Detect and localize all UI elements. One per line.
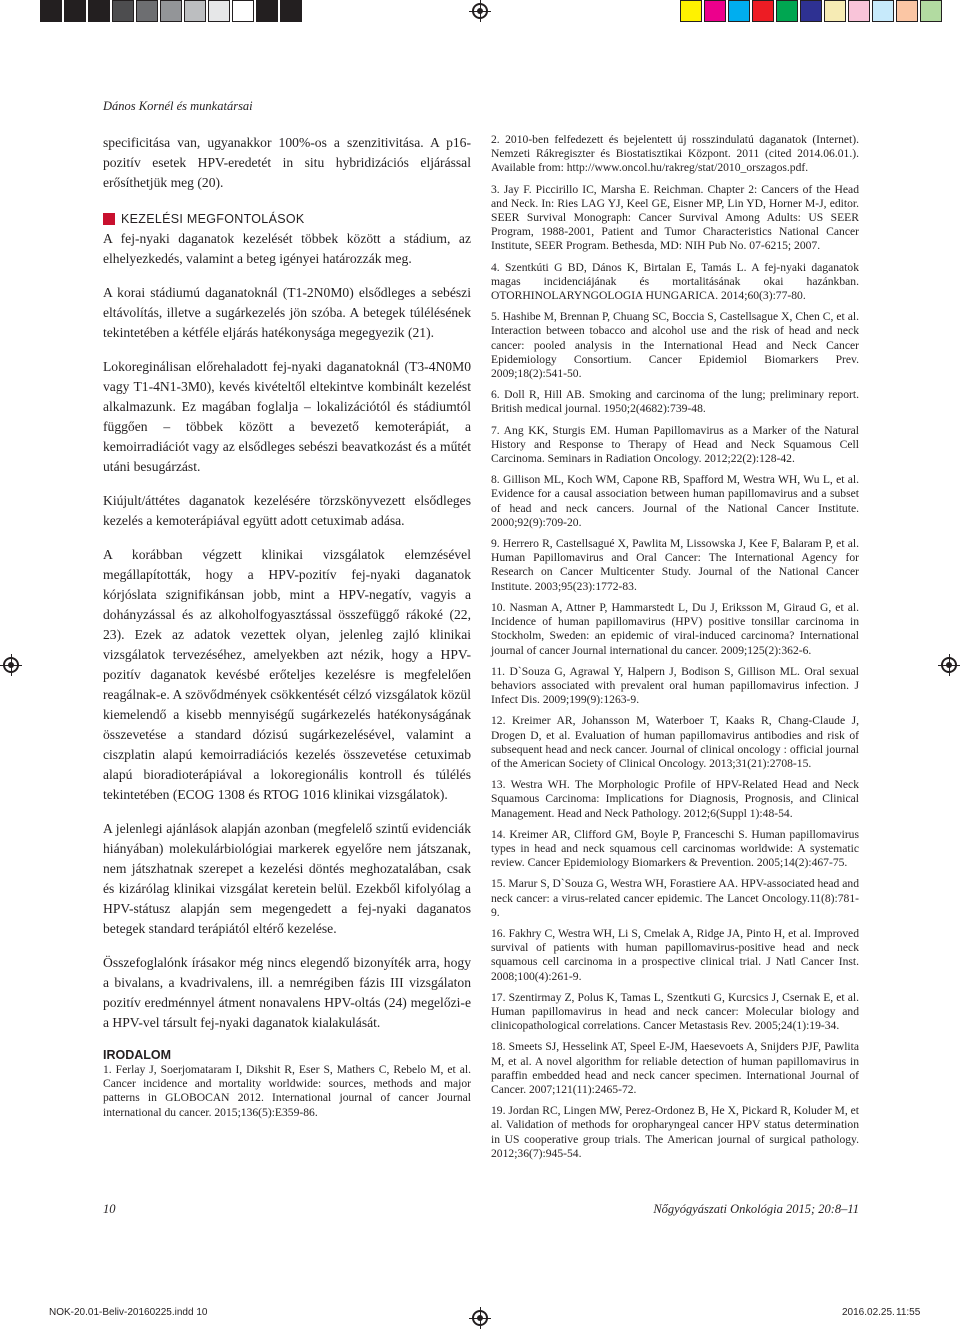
slug-filename: NOK-20.01-Beliv-20160225.indd 10 bbox=[49, 1307, 208, 1318]
color-swatch bbox=[752, 0, 774, 22]
color-swatch bbox=[776, 0, 798, 22]
reference-item: 19. Jordan RC, Lingen MW, Perez-Ordonez B, He X, Pickard R, Koluder M, et al. Validation of methods for oropharyngeal cancer HPV status determination in US cooperative group trials. The American journal of surgical pathology. 2012;36(7):945-54. bbox=[491, 1104, 859, 1160]
color-swatch bbox=[896, 0, 918, 22]
intro-paragraph: specificitása van, ugyanakkor 100%-os a szenzitivitása. A p16-pozitív esetek HPV-eredetét in situ hybridizációs eljárással erősíthetjük meg (20). bbox=[103, 135, 471, 190]
grayscale-swatch bbox=[64, 0, 86, 22]
grayscale-swatch bbox=[160, 0, 182, 22]
grayscale-swatch bbox=[136, 0, 158, 22]
grayscale-swatch bbox=[112, 0, 134, 22]
grayscale-swatch bbox=[184, 0, 206, 22]
paragraph-4: Kiújult/áttétes daganatok kezelésére törzskönyvezett elsődleges kezelés a kemoterápiával együtt adott cetuximab adása. bbox=[103, 493, 471, 528]
grayscale-swatch bbox=[88, 0, 110, 22]
reference-item: 4. Szentkúti G BD, Dános K, Birtalan E, Tamás L. A fej-nyaki daganatok magas incidenciájának és mortalitásának okai hazánkban. OTORHINOLARYNGOLOGIA HUNGARICA. 2014;60(3):77-80. bbox=[491, 260, 859, 303]
grayscale-swatch bbox=[40, 0, 62, 22]
paragraph-1: A fej-nyaki daganatok kezelését többek között a stádium, az elhelyezkedés, valamint a beteg igényei határozzák meg. bbox=[103, 231, 471, 266]
paragraph-7: Összefoglalónk írásakor még nincs elegendő bizonyíték arra, hogy a bivalans, a kvadrivalens, ill. a nemrégiben fázis III vizsgálaton pozitív eredménnyel átment nonavalens HPV-oltás (24) megelőzi-e a HPV-vel társult fej-nyaki daganatok kialakulását. bbox=[103, 955, 471, 1030]
grayscale-calibration-bar bbox=[40, 0, 304, 22]
reference-item: 14. Kreimer AR, Clifford GM, Boyle P, Franceschi S. Human papillomavirus types in head and neck squamous cell carcinomas worldwide: A systematic review. Cancer Epidemiology Biomarkers & Prevention. 2005;14(2):467-75. bbox=[491, 827, 859, 870]
color-swatch bbox=[728, 0, 750, 22]
paragraph-3: Lokoreginálisan előrehaladott fej-nyaki daganatoknál (T3-4N0M0 vagy T1-4N1-3M0), kevés kivételtől eltekintve kombinált kezelést alkalmazunk. Ez magában foglalja – lokalizációtól és stádiumtól függően – többek között a bevezető kemoterápiát, a kemoirradiációt vagy az elsődleges sebészi beavatkozást és a műtét utáni besugárzást. bbox=[103, 359, 471, 474]
reference-item: 13. Westra WH. The Morphologic Profile of HPV-Related Head and Neck Squamous Carcinoma: Implications for Diagnosis, Prognosis, and Clinical Management. Head and Neck Pathology. 2012;6(Suppl 1):48-54. bbox=[491, 778, 859, 820]
paragraph-6: A jelenlegi ajánlások alapján azonban (megfelelő szintű evidenciák hiányában) molekulárbiológiai markerek egyelőre nem játszanak, nem játszhatnak szerepet a kezelési döntés meghozatalában, csak és kizárólag klinikai vizsgálat keretein belül. Ezekből kifolyólag a HPV-státusz alapján sem megengedett a fej-nyaki daganatos betegek standard terápiától eltérő kezelése. bbox=[103, 821, 471, 936]
grayscale-swatch bbox=[208, 0, 230, 22]
registration-mark-left-icon bbox=[3, 657, 19, 673]
reference-item: 9. Herrero R, Castellsagué X, Pawlita M, Lissowska J, Kee F, Balaram P, et al. Human Papillomavirus and Oral Cancer: The International Agency for Research on Cancer Multicenter Study. Journal of the National Cancer Institute. 2003;95(23):1772-83. bbox=[491, 537, 859, 593]
references-heading: IRODALOM bbox=[103, 1048, 172, 1062]
registration-mark-top-icon bbox=[472, 3, 488, 19]
reference-item: 17. Szentirmay Z, Polus K, Tamas L, Szentkuti G, Kurcsics J, Csernak E, et al. Human papillomavirus in head and neck cancer: Molecular biology and clinicopathological correlations. Cancer Metastasis Rev. 2005;24(1):19-34. bbox=[491, 990, 859, 1033]
color-swatch bbox=[704, 0, 726, 22]
reference-item: 1. Ferlay J, Soerjomataram I, Dikshit R, Eser S, Mathers C, Rebelo M, et al. Cancer incidence and mortality worldwide: sources, methods and major patterns in GLOBOCAN 2012. International journal of cancer Journal international du cancer. 2015;136(5):E359-86. bbox=[103, 1063, 471, 1119]
color-swatch bbox=[872, 0, 894, 22]
section-heading-text: KEZELÉSI MEGFONTOLÁSOK bbox=[121, 212, 305, 226]
color-swatch bbox=[800, 0, 822, 22]
reference-item: 12. Kreimer AR, Johansson M, Waterboer T, Kaaks R, Chang-Claude J, Drogen D, et al. Evaluation of human papillomavirus antibodies and risk of subsequent head and neck cancer. Journal of clinical oncology : official journal of the American Society of Clinical Oncology. 2013;31(21):2708-15. bbox=[491, 714, 859, 770]
reference-item: 5. Hashibe M, Brennan P, Chuang SC, Boccia S, Castellsague X, Chen C, et al. Interaction between tobacco and alcohol use and the risk of head and neck cancer: pooled analysis in the International Head and Neck Cancer Epidemiology Consortium. Cancer Epidemiol Biomarkers Prev. 2009;18(2):541-50. bbox=[491, 310, 859, 381]
color-calibration-bar bbox=[680, 0, 944, 22]
reference-item: 2. 2010-ben felfedezett és bejelentett új rosszindulatú daganatok (Internet). Nemzeti Rákregiszter és Biostatisztikai Központ. 2011 (cited 2014.06.01.). Available from: http://www.oncol.hu/rakreg/stat/2010_orszagos.pdf. bbox=[491, 133, 859, 175]
color-swatch bbox=[848, 0, 870, 22]
color-swatch bbox=[680, 0, 702, 22]
page-number: 10 bbox=[103, 1202, 116, 1216]
reference-item: 10. Nasman A, Attner P, Hammarstedt L, Du J, Eriksson M, Giraud G, et al. Incidence of human papillomavirus (HPV) positive tonsillar carcinoma in Stockholm, Sweden: an epidemic of viral-induced carcinoma? International journal of cancer Journal international du cancer. 2009;125(2):362-6. bbox=[491, 600, 859, 657]
reference-item: 7. Ang KK, Sturgis EM. Human Papillomavirus as a Marker of the Natural History and Response to Therapy of Head and Neck Squamous Cell Carcinoma. Seminars in Radiation Oncology. 2012;22(2):128-42. bbox=[491, 423, 859, 466]
slug-time: 11:55 bbox=[896, 1307, 921, 1318]
running-head: Dános Kornél és munkatársai bbox=[103, 99, 253, 113]
reference-item: 8. Gillison ML, Koch WM, Capone RB, Spafford M, Westra WH, Wu L, et al. Evidence for a causal association between human papillomavirus and a subset of head and neck cancers. Journal of the National Cancer Institute. 2000;92(9):709-20. bbox=[491, 473, 859, 529]
paragraph-5: A korábban végzett klinikai vizsgálatok elemzésével megállapították, hogy a HPV-pozitív fej-nyaki daganatok kórjóslata szignifikánsan jobb, mint a HPV-negatív, vagyis a dohányzással és az alkoholfogyasztással összefüggő rákoké (22, 23). Ezek az adatok vezettek olyan, jelenleg zajló klinikai vizsgálatok tervezéséhez, amelyekben azt nézik, hogy a HPV-pozitív daganatok kevésbé erőteljes kezelésre is megfelelően reagálnak-e. A szövődmények csökkentését célzó vizsgálatok közül kiemelendő a kisebb mennyiségű sugárkezelés hatékonyságának összevetése a standard dózisú sugárkezelésével, valamint a ciszplatin alapú kemoirradiációs kezelés összevetése cetuximab alapú bioradioterápiával a lokoregionális kontroll és túlélés tekintetében (ECOG 1308 és RTOG 1016 klinikai vizsgálatok). bbox=[103, 547, 471, 802]
color-swatch bbox=[920, 0, 942, 22]
section-heading bbox=[103, 209, 471, 229]
color-swatch bbox=[824, 0, 846, 22]
reference-item: 18. Smeets SJ, Hesselink AT, Speel E-JM, Haesevoets A, Snijders PJF, Pawlita M, et al. A novel algorithm for reliable detection of human papillomavirus in paraffin embedded head and neck cancer specimen. International Journal of Cancer. 2007;121(11):2465-72. bbox=[491, 1040, 859, 1096]
paragraph-2: A korai stádiumú daganatoknál (T1-2N0M0) elsődleges a sebészi eltávolítás, illetve a sugárkezelés jön szóba. A betegek túlélésének tekintetében a kétféle eljárás hatékonysága megegyezik (21). bbox=[103, 285, 471, 340]
journal-citation: Nőgyógyászati Onkológia 2015; 20:8–11 bbox=[653, 1202, 859, 1216]
registration-mark-right-icon bbox=[941, 657, 957, 673]
section-marker-icon bbox=[103, 213, 115, 225]
registration-mark-bottom-icon bbox=[472, 1310, 488, 1326]
grayscale-swatch bbox=[256, 0, 278, 22]
reference-item: 3. Jay F. Piccirillo IC, Marsha E. Reichman. Chapter 2: Cancers of the Head and Neck. In: Ries LAG YJ, Keel GE, Eisner MP, Lin YD, Horner M-J, editor. SEER Survival Monograph: Cancer Survival Among Adults: US SEER Program, 1988-2001, Patient and Tumor Characteristics National Cancer Institute, SEER Program. Bethesda, MD: NIH Pub No. 07-6215; 2007. bbox=[491, 182, 859, 253]
reference-item: 6. Doll R, Hill AB. Smoking and carcinoma of the lung; preliminary report. British medical journal. 1950;2(4682):739-48. bbox=[491, 388, 859, 416]
reference-item: 11. D`Souza G, Agrawal Y, Halpern J, Bodison S, Gillison ML. Oral sexual behaviors associated with prevalent oral human papillomavirus infection. J Infect Dis. 2009;199(9):1263-9. bbox=[491, 664, 859, 707]
right-column-references bbox=[491, 133, 859, 1168]
reference-item: 16. Fakhry C, Westra WH, Li S, Cmelak A, Ridge JA, Pinto H, et al. Improved survival of patients with human papillomavirus-positive head and neck squamous cell carcinoma in a prospective clinical trial. J Natl Cancer Inst. 2008;100(4):261-9. bbox=[491, 926, 859, 983]
slug-date: 2016.02.25. bbox=[842, 1307, 895, 1318]
grayscale-swatch bbox=[232, 0, 254, 22]
grayscale-swatch bbox=[280, 0, 302, 22]
reference-item: 15. Marur S, D`Souza G, Westra WH, Forastiere AA. HPV-associated head and neck cancer: a virus-related cancer epidemic. The Lancet Oncology.11(8):781-9. bbox=[491, 877, 859, 919]
left-column bbox=[103, 133, 471, 1120]
